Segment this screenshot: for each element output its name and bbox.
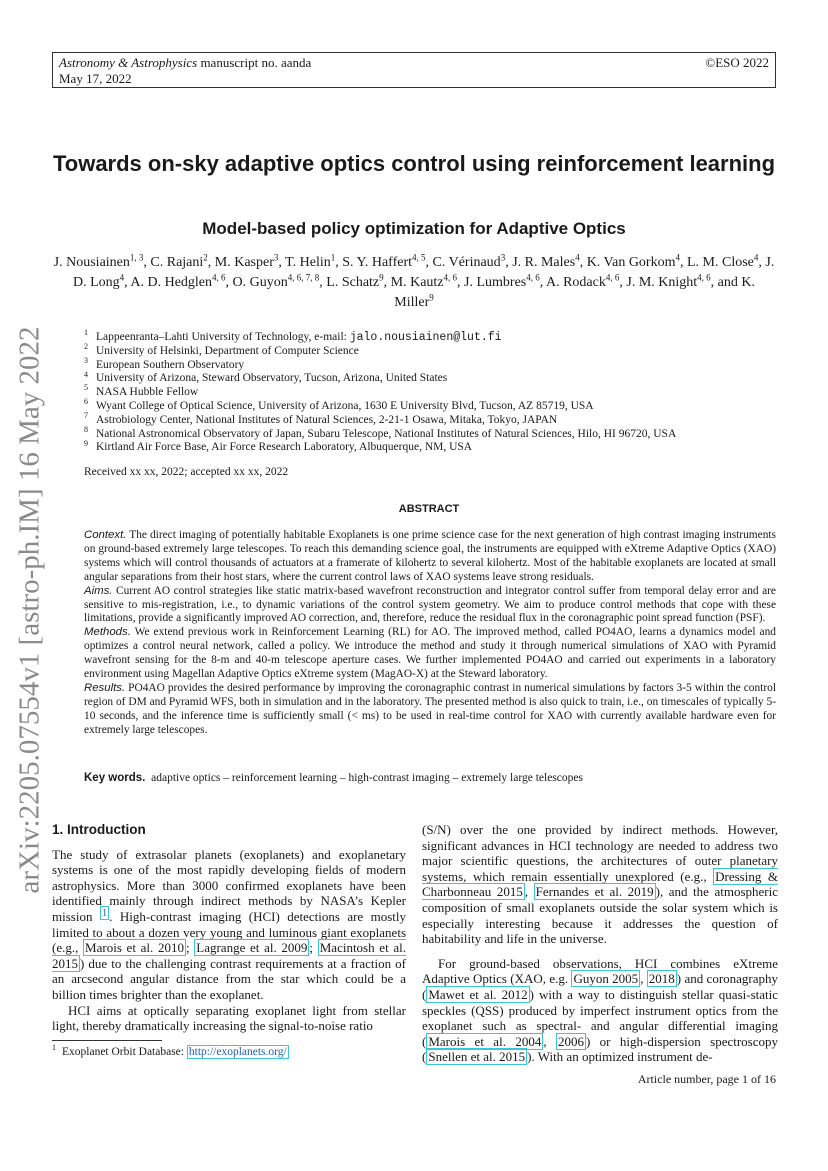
- author-name: A. Rodack: [545, 275, 606, 290]
- citation-fernandes-2019[interactable]: Fernandes et al. 2019: [535, 884, 654, 900]
- citation-lagrange-2009[interactable]: Lagrange et al. 2009: [196, 940, 308, 956]
- author-separator: ,: [383, 275, 391, 290]
- abstract-methods: [84, 626, 776, 682]
- author-name: C. Vérinaud: [432, 255, 501, 270]
- affiliation-item: $^8$ National Astronomical Observatory of Japan, Subaru Telescope, National Institutes of Natural Sciences, Hilo, HI 96720, USA: [84, 424, 677, 440]
- author-name: C. Rajani: [150, 255, 204, 270]
- affiliation-item: $^6$ Wyant College of Optical Science, University of Arizona, 1630 E University Blvd, Tucson, AZ 85719, USA: [84, 397, 594, 412]
- affiliation-text: Lappeenranta–Lahti University of Technology, e-mail:: [96, 331, 350, 343]
- affiliation-item: $^4$ University of Arizona, Steward Observatory, Tucson, Arizona, United States: [84, 369, 448, 385]
- footnote-1: [52, 1043, 289, 1058]
- author-separator: ,: [579, 255, 587, 270]
- author-affiliation-marker: 4: [753, 252, 759, 263]
- author-affiliation-marker: 3: [500, 252, 506, 263]
- author-affiliation-marker: 3: [273, 252, 279, 263]
- author-separator: ,: [319, 275, 327, 290]
- author-separator: ,: [539, 275, 546, 290]
- context-label: Context.: [84, 529, 127, 541]
- intro-paragraph-1: The study of extrasolar planets (exoplanets) and exoplanetary systems is one of the most rapidly developing fields of modern astrophysics. More than 3000 confirmed exoplanets have been identified mainly through indirect methods by NASA’s Kepler mission $^1$ . High-contrast imaging (HCI) detections are mostly limited to about a dozen very young and luminous giant exoplanets (e.g., Marois et al. 2010 ; Lagrange et al. 2009 ; Macintosh et al. 2015 ) due to the challenging contrast requirements at a fraction of an arcsecond angular distance from the star which could be a billion times brighter than the exoplanet.: [52, 846, 407, 1002]
- citation-marois-2006[interactable]: 2006: [557, 1033, 584, 1049]
- author-affiliation-marker: 4, 6, 7, 8: [287, 272, 320, 283]
- citation-snellen-2015[interactable]: Snellen et al. 2015: [428, 1049, 526, 1065]
- footnote-ref-1[interactable]: 1: [101, 906, 108, 919]
- author-name: O. Guyon: [232, 275, 288, 290]
- author-affiliation-marker: 4, 6: [526, 272, 540, 283]
- author-affiliation-marker: 1: [330, 252, 336, 263]
- author-separator: ,: [505, 255, 513, 270]
- citation-mawet-2012[interactable]: Mawet et al. 2012: [428, 986, 528, 1002]
- author-name: L. M. Close: [686, 255, 754, 270]
- author-name: M. Kasper: [214, 255, 274, 270]
- author-name: L. Schatz: [326, 275, 380, 290]
- affiliation-item: $^9$ Kirtland Air Force Base, Air Force Research Laboratory, Albuquerque, NM, USA: [84, 438, 473, 454]
- author-name: M. Kautz: [390, 275, 444, 290]
- methods-text: We extend previous work in Reinforcement Learning (RL) for AO. The improved method, called PO4AO, learns a dynamics model and optimizes a control neural network, called a policy. We introduce the method and study it through numerical simulations of XAO with Pyramid wavefront sensing for the 8-m and 40-m telescope aperture cases. We further implemented PO4AO and carried out experiments in a laboratory environment using Magellan Adaptive Optics eXtreme system (MagAO-X) at the Steward laboratory.: [84, 626, 776, 681]
- journal-name: Astronomy & Astrophysics: [59, 55, 198, 70]
- author-name: T. Helin: [285, 255, 331, 270]
- abstract-heading: ABSTRACT: [398, 503, 460, 515]
- keywords-text: adaptive optics – reinforcement learning – high-contrast imaging – extremely large telescopes: [151, 772, 583, 784]
- author-separator: ,: [425, 255, 433, 270]
- affiliation-text: University of Arizona, Steward Observatory, Tucson, Arizona, United States: [96, 372, 448, 385]
- intro-paragraph-3: For ground-based observations, HCI combines eXtreme Adaptive Optics (XAO, e.g. Guyon 2005 , 2018 ) and coronagraphy ( Mawet et al. 2012 ) with a way to distinguish stellar quasi-static speckles (QSS) produced by imperfect instrument optics from the exoplanet such as spectral- and angular differential imaging ( Marois et al. 2004 , 2006 ) or high-dispersion spectroscopy ( Snellen et al. 2015 ). With an optimized instrument de-: [422, 955, 779, 1065]
- footnote-text: Exoplanet Orbit Database:: [62, 1046, 187, 1058]
- author-name: J. Lumbres: [464, 275, 527, 290]
- affiliation-item: $^7$ Astrobiology Center, National Institutes of Natural Sciences, 2-21-1 Osawa, Mitaka, Tokyo, JAPAN: [84, 410, 558, 426]
- footnote-number: 1: [52, 1043, 56, 1053]
- email-address[interactable]: jalo.nousiainen@lut.fi: [349, 331, 502, 344]
- received-line: Received xx xx, 2022; accepted xx xx, 2022: [84, 466, 289, 478]
- author-affiliation-marker: 9: [429, 292, 434, 303]
- affiliation-text: Astrobiology Center, National Institutes of Natural Sciences, 2-21-1 Osawa, Mitaka, Tokyo, JAPAN: [96, 413, 558, 426]
- author-name: J. D. Long: [72, 255, 775, 290]
- author-affiliation-marker: 9: [379, 272, 384, 283]
- author-affiliation-marker: 2: [203, 252, 208, 263]
- author-separator: ,: [124, 275, 131, 290]
- citation-guyon-2018[interactable]: 2018: [648, 971, 675, 987]
- aims-label: Aims.: [84, 584, 113, 597]
- arxiv-id: arXiv:2205.07554v1 [astro-ph.IM] 16 May 2022: [13, 326, 46, 894]
- results-label: Results.: [84, 681, 126, 694]
- paper-title: Towards on-sky adaptive optics control using reinforcement learning: [52, 151, 776, 176]
- author-affiliation-marker: 4: [119, 272, 125, 283]
- paper-subtitle: Model-based policy optimization for Adaptive Optics: [202, 219, 626, 238]
- author-affiliation-marker: 4: [675, 252, 680, 263]
- methods-label: Methods.: [84, 626, 131, 639]
- author-separator: ,: [143, 255, 151, 270]
- author-separator: , and: [710, 275, 742, 290]
- author-affiliation-marker: 4, 6: [697, 272, 711, 283]
- affiliation-item: $^2$ University of Helsinki, Department of Computer Science: [84, 341, 359, 357]
- keywords: [84, 772, 583, 784]
- aims-text: Current AO control strategies like static matrix-based wavefront reconstruction and integrator control suffer from temporal delay error and are sensitive to mis-registration, i.e., to dynamic variations of the control system geometry. We aim to produce control methods that cope with these limitations, provide a significantly improved AO correction, and, therefore, reduce the residual flux in the coronagraphic point spread function (PSF).: [84, 584, 776, 625]
- author-name: K. Van Gorkom: [586, 255, 676, 270]
- affiliation-item: $^1$ Lappeenranta–Lahti University of Technology, e-mail: jalo.nousiainen@lut.fi: [84, 328, 502, 344]
- author-affiliation-marker: 4, 6: [443, 272, 458, 283]
- section-heading-introduction: 1. Introduction: [52, 822, 146, 837]
- author-separator: ,: [335, 255, 343, 270]
- author-affiliation-marker: 4, 6: [212, 272, 226, 283]
- author-list: [52, 253, 776, 313]
- citation-dressing-2015[interactable]: Dressing & Charbonneau 2015: [422, 868, 778, 900]
- manuscript-date: May 17, 2022: [59, 71, 132, 86]
- footnote-rule: [52, 1040, 162, 1041]
- affiliation-list: [84, 328, 774, 455]
- author-separator: ,: [457, 275, 465, 290]
- author-name: J. M. Knight: [626, 275, 698, 290]
- intro-paragraph-2-start: HCI aims at optically separating exoplanet light from stellar light, thereby dramatically increasing the signal-to-noise ratio: [52, 1002, 406, 1034]
- keywords-label: Key words.: [84, 772, 146, 784]
- affiliation-text: University of Helsinki, Department of Computer Science: [96, 344, 359, 357]
- manuscript-header: [52, 52, 776, 88]
- citation-marois-2004[interactable]: Marois et al. 2004: [428, 1033, 542, 1049]
- author-affiliation-marker: 4: [575, 252, 580, 263]
- right-column: [422, 822, 778, 1065]
- citation-macintosh-2015[interactable]: Macintosh et al. 2015: [52, 940, 407, 971]
- author-name: J. Nousiainen: [53, 255, 130, 270]
- affiliation-text: National Astronomical Observatory of Japan, Subaru Telescope, National Institutes of Natural Sciences, Hilo, HI 96720, USA: [96, 427, 677, 440]
- author-name: J. R. Males: [512, 255, 576, 270]
- author-separator: ,: [207, 255, 215, 270]
- citation-marois-2010[interactable]: Marois et al. 2010: [85, 940, 184, 956]
- abstract: [84, 529, 776, 738]
- author-affiliation-marker: 1, 3: [129, 252, 144, 263]
- abstract-aims: [84, 585, 776, 627]
- copyright: ©ESO 2022: [705, 55, 769, 70]
- arxiv-stamp: [4, 320, 56, 900]
- left-column: [52, 822, 406, 1034]
- journal-line: [59, 55, 769, 71]
- author-affiliation-marker: 4, 5: [412, 252, 426, 263]
- context-text: The direct imaging of potentially habitable Exoplanets is one prime science case for the next generation of high contrast imaging instruments on ground-based extremely large telescopes. To reach this demanding science goal, the instruments are equipped with eXtreme Adaptive Optics (XAO) systems which will control thousands of actuators at a framerate of kilohertz to several kilohertz. Most of the habitable exoplanets are located at small angular separations from their host stars, where the current control laws of XAO systems leave strong residuals.: [84, 529, 776, 583]
- footnote-url-link[interactable]: http://exoplanets.org/: [188, 1046, 287, 1058]
- author-separator: ,: [619, 275, 627, 290]
- affiliation-text: European Southern Observatory: [96, 358, 245, 371]
- manuscript-number: manuscript no. aanda: [200, 55, 312, 70]
- abstract-context: [84, 529, 776, 585]
- affiliation-text: Kirtland Air Force Base, Air Force Research Laboratory, Albuquerque, NM, USA: [96, 441, 473, 454]
- author-separator: ,: [679, 255, 687, 270]
- intro-paragraph-2-cont: (S/N) over the one provided by indirect methods. However, significant advances in HCI technology are needed to address two major scientific questions, the architectures of outer planetary systems, which remain essentially unexplored (e.g., Dressing & Charbonneau 2015 , Fernandes et al. 2019 ), and the atmospheric composition of small exoplanets outside the solar system which is especially interesting because it addresses the question of habitability and life in the universe.: [422, 822, 779, 947]
- affiliation-item: $^3$ European Southern Observatory: [84, 355, 245, 371]
- affiliation-item: $^5$ NASA Hubble Fellow: [84, 383, 199, 399]
- author-separator: ,: [225, 275, 233, 290]
- affiliation-text: NASA Hubble Fellow: [96, 386, 199, 399]
- author-affiliation-marker: 4, 6: [605, 272, 620, 283]
- author-separator: ,: [278, 255, 286, 270]
- author-name: K. Miller: [394, 275, 756, 310]
- page-number-footer: Article number, page 1 of 16: [637, 1072, 776, 1086]
- abstract-results: [84, 682, 776, 738]
- author-name: A. D. Hedglen: [130, 275, 213, 290]
- author-separator: ,: [758, 255, 766, 270]
- affiliation-text: Wyant College of Optical Science, University of Arizona, 1630 E University Blvd, Tucson, AZ 85719, USA: [96, 399, 594, 412]
- results-text: PO4AO provides the desired performance by improving the coronagraphic contrast in numerical simulations by factors 3-5 within the control region of DM and Pyramid WFS, both in simulation and in the laboratory. The presented method is also quick to train, i.e., on timescales of typically 5-10 seconds, and the inference time is sufficiently small (< ms) to be used in real-time control for XAO with currently available hardware even for extremely large telescopes.: [84, 681, 776, 736]
- author-name: S. Y. Haffert: [342, 255, 412, 270]
- citation-guyon-2005[interactable]: Guyon 2005: [573, 971, 639, 987]
